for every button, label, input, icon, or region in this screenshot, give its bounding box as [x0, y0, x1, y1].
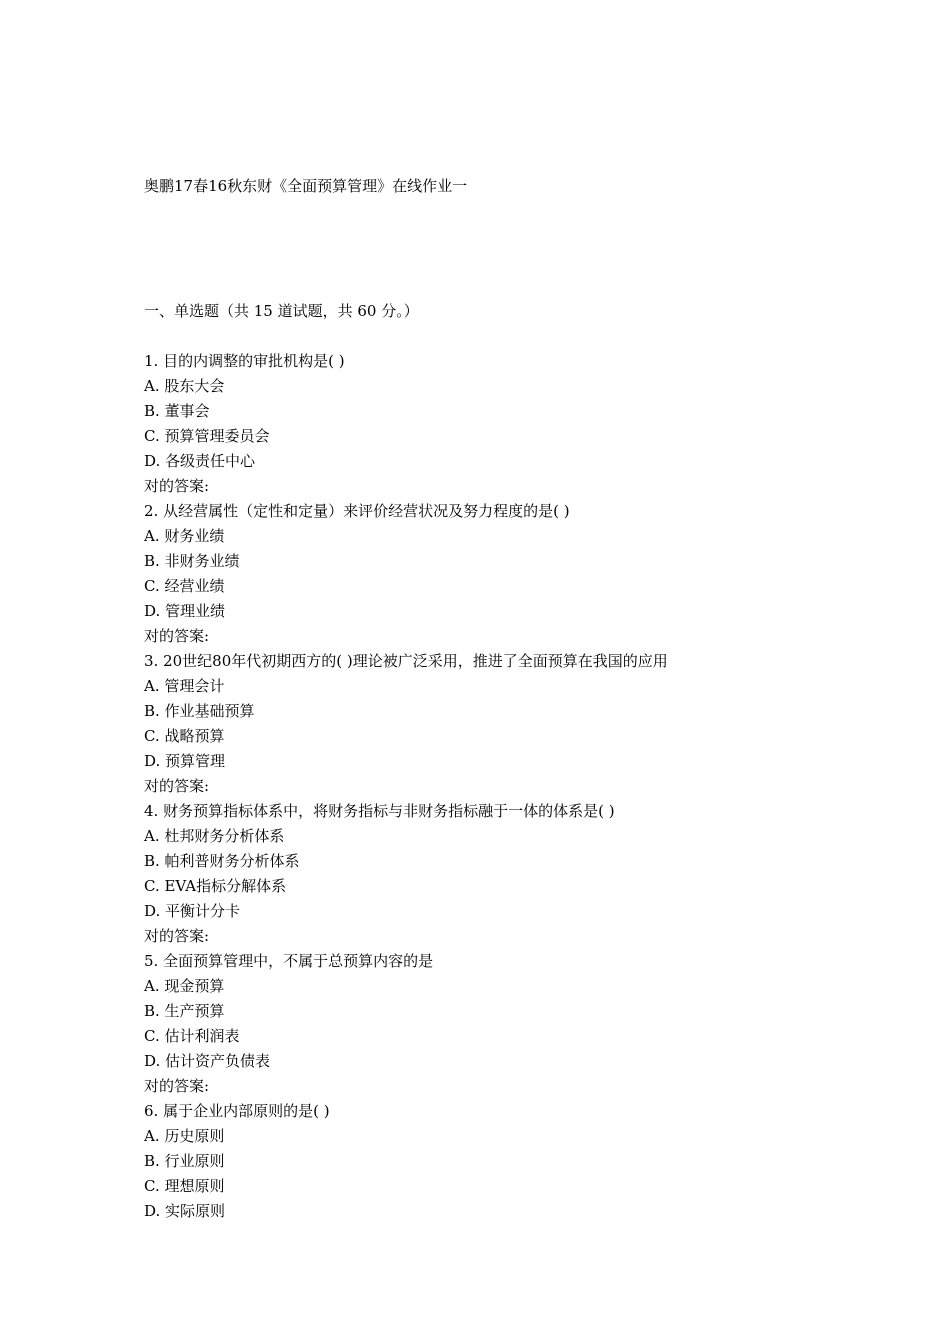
option-a: A. 杜邦财务分析体系: [144, 827, 285, 845]
question-stem: 3. 20世纪80年代初期西方的( )理论被广泛采用，推进了全面预算在我国的应用: [144, 652, 668, 670]
option-a: A. 历史原则: [144, 1127, 225, 1145]
question-block: [144, 1099, 844, 1224]
option-b: B. 帕利普财务分析体系: [144, 852, 300, 870]
option-b: B. 非财务业绩: [144, 552, 240, 570]
option-b: B. 生产预算: [144, 1002, 225, 1020]
document-title: 奥鹏17春16秋东财《全面预算管理》在线作业一: [144, 177, 468, 195]
answer-label: 对的答案:: [144, 1077, 210, 1095]
question-stem: 4. 财务预算指标体系中，将财务指标与非财务指标融于一体的体系是( ): [144, 802, 615, 820]
question-block: [144, 649, 844, 799]
option-c: C. 战略预算: [144, 727, 225, 745]
answer-label: 对的答案:: [144, 477, 210, 495]
option-d: D. 预算管理: [144, 752, 226, 770]
option-b: B. 作业基础预算: [144, 702, 255, 720]
question-stem: 2. 从经营属性（定性和定量）来评价经营状况及努力程度的是( ): [144, 502, 570, 520]
question-block: [144, 499, 844, 649]
option-d: D. 实际原则: [144, 1202, 226, 1220]
option-b: B. 董事会: [144, 402, 210, 420]
option-c: C. 理想原则: [144, 1177, 225, 1195]
question-list: [144, 349, 844, 1224]
question-stem: 6. 属于企业内部原则的是( ): [144, 1102, 330, 1120]
section-heading: 一、单选题（共 15 道试题，共 60 分。）: [144, 302, 419, 320]
option-c: C. 预算管理委员会: [144, 427, 270, 445]
option-d: D. 各级责任中心: [144, 452, 256, 470]
option-d: D. 管理业绩: [144, 602, 226, 620]
option-a: A. 现金预算: [144, 977, 225, 995]
answer-label: 对的答案:: [144, 627, 210, 645]
option-d: D. 平衡计分卡: [144, 902, 241, 920]
option-a: A. 股东大会: [144, 377, 225, 395]
option-a: A. 管理会计: [144, 677, 225, 695]
question-stem: 1. 目的内调整的审批机构是( ): [144, 352, 345, 370]
question-block: [144, 949, 844, 1099]
option-c: C. EVA指标分解体系: [144, 877, 287, 895]
option-c: C. 经营业绩: [144, 577, 225, 595]
question-block: [144, 349, 844, 499]
option-d: D. 估计资产负债表: [144, 1052, 271, 1070]
option-a: A. 财务业绩: [144, 527, 225, 545]
answer-label: 对的答案:: [144, 927, 210, 945]
question-block: [144, 799, 844, 949]
question-stem: 5. 全面预算管理中，不属于总预算内容的是: [144, 952, 434, 970]
option-c: C. 估计利润表: [144, 1027, 240, 1045]
answer-label: 对的答案:: [144, 777, 210, 795]
option-b: B. 行业原则: [144, 1152, 225, 1170]
